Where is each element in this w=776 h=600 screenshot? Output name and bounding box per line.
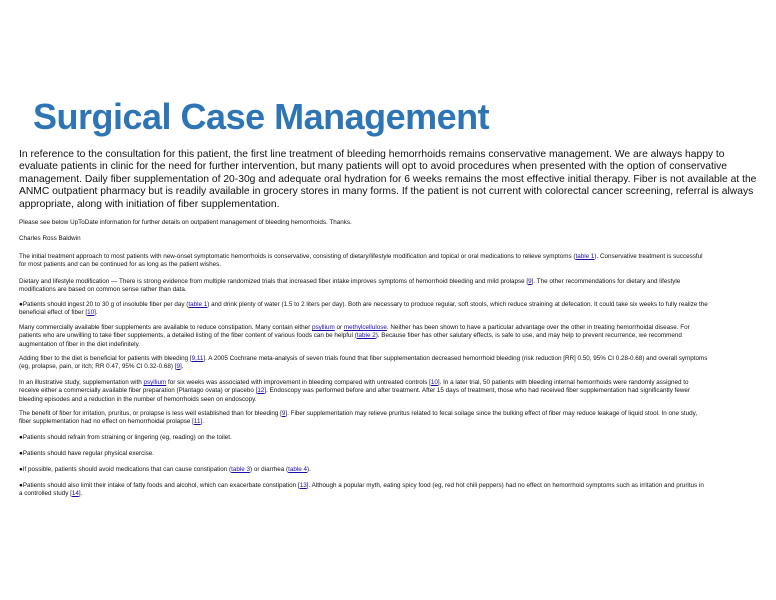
table-4-link[interactable]: table 4	[288, 466, 308, 473]
bullet-fiber-intake: ●Patients should ingest 20 to 30 g of insoluble fiber per day (table 1) and drink plenty of water (1.5 to 2 liters per day). Both are necessary to produce regular, soft stools, which reduce straining at defecation. It could take six weeks to fully realize the beneficial effect of fiber [10].	[19, 301, 708, 317]
ref-10-link[interactable]: 10	[430, 379, 438, 386]
ref-12-link[interactable]: 12	[257, 387, 265, 395]
bullet-medications: ●If possible, patients should avoid medications that can cause constipation (table 3) or diarrhea (table 4).	[19, 466, 311, 473]
ref-9-link[interactable]: 9	[281, 410, 286, 417]
paragraph-initial-treatment: The initial treatment approach to most patients with new-onset symptomatic hemorrhoids is conservative, consisting of dietary/lifestyle modification and topical or oral medications to relieve symptoms (table 1). Conservative treatment is successful for most patients and can be continued for as long as the patient wishes.	[19, 253, 703, 269]
table-3-link[interactable]: table 3	[231, 466, 250, 473]
paragraph-fiber-pruritus: The benefit of fiber for irritation, pruritus, or prolapse is less well established than for bleeding [9]. Fiber supplementation may relieve pruritus related to fecal soilage since the bulking effect of fiber may reduce leakage of liquid stool. In one study, fiber supplementation had no effect on hemorrhoidal prolapse [11].	[19, 410, 698, 426]
table-2-link[interactable]: table 2	[356, 332, 376, 340]
ref-10-link[interactable]: 10	[87, 309, 95, 317]
ref-9-11-link[interactable]: 9,11	[191, 355, 204, 362]
table-1-link[interactable]: table 1	[188, 301, 208, 308]
bullet-exercise: ●Patients should have regular physical exercise.	[19, 450, 155, 457]
page-title: Surgical Case Management	[33, 96, 490, 137]
methylcellulose-link[interactable]: methylcellulose	[343, 324, 387, 331]
psyllium-link[interactable]: psyllium	[311, 324, 335, 331]
paragraph-fiber-bleeding: Adding fiber to the diet is beneficial for patients with bleeding [9,11]. A 2005 Cochrane meta-analysis of seven trials found that fiber supplementation decreased hemorrhoid bleeding (risk reduction [RR] 0.50, 95% CI 0.28-0.68) and overall symptoms (eg, prolapse, pain, or itch; RR 0.47, 95% CI 0.32-0.68) [9].	[19, 355, 708, 371]
table-1-link[interactable]: table 1	[575, 253, 595, 260]
ref-11-link[interactable]: 11	[193, 418, 201, 426]
author-name: Charles Ross Baldwin	[19, 235, 81, 242]
paragraph-fiber-supplements: Many commercially available fiber supplements are available to reduce constipation. Many contain either psyllium or methylcellulose. Neither has been shown to have a particular advantage over the other in treating hemorrhoidal disease. For patients who are unwilling to take fiber supplements, a detailed listing of the fiber content of various foods can be helpful (table 2). Because fiber has other salutary effects, is safe to use, and may help to prevent recurrence, we recommend augmentation of fiber in the diet indefinitely.	[19, 324, 690, 348]
psyllium-link[interactable]: psyllium	[143, 379, 167, 386]
ref-13-link[interactable]: 13	[299, 482, 307, 489]
ref-14-link[interactable]: 14	[71, 490, 79, 498]
ref-9-link[interactable]: 9	[176, 363, 181, 371]
paragraph-illustrative-study: In an illustrative study, supplementation with psyllium for six weeks was associated with improvement in bleeding compared with untreated controls [10]. In a later trial, 50 patients with bleeding internal hemorrhoids were randomly assigned to receive either a commercially available fiber preparation (Plantago ovata) or placebo [12]. Endoscopy was performed before and after treatment. After 15 days of treatment, those who had received fiber supplementation had significantly fewer bleeding episodes and a reduction in the number of hemorrhoids seen on endoscopy.	[19, 379, 691, 403]
intro-paragraph: In reference to the consultation for this patient, the first line treatment of bleeding hemorrhoids remains conservative management. We are always happy to evaluate patients in clinic for the need for further intervention, but many patients will opt to avoid procedures when presented with the option of conservative management. Daily fiber supplementation of 20-30g and adequate oral hydration for 6 weeks remains the most effective initial therapy. Fiber is not available at the ANMC outpatient pharmacy but is readily available in grocery stores in many forms. If the patient is not current with colorectal cancer screening, referral is always appropriate, along with initiation of fiber supplementation.	[19, 149, 757, 210]
ref-9-link[interactable]: 9	[528, 278, 532, 285]
bullet-fatty-foods: ●Patients should also limit their intake of fatty foods and alcohol, which can exacerbate constipation [13]. Although a popular myth, eating spicy food (eg, red hot chili peppers) had no effect on hemorrhoid symptoms such as irritation and pruritus in a controlled study [14].	[19, 482, 704, 498]
paragraph-dietary-modification: Dietary and lifestyle modification — There is strong evidence from multiple randomized trials that increased fiber intake improves symptoms of hemorrhoid bleeding and mild prolapse [9]. The other recommendations for dietary and lifestyle modifications are based on common sense rather than data.	[19, 278, 681, 294]
uptodate-note: Please see below UpToDate information for further details on outpatient management of bleeding hemorrhoids. Thanks.	[19, 219, 352, 226]
bullet-straining: ●Patients should refrain from straining or lingering (eg, reading) on the toilet.	[19, 434, 232, 441]
